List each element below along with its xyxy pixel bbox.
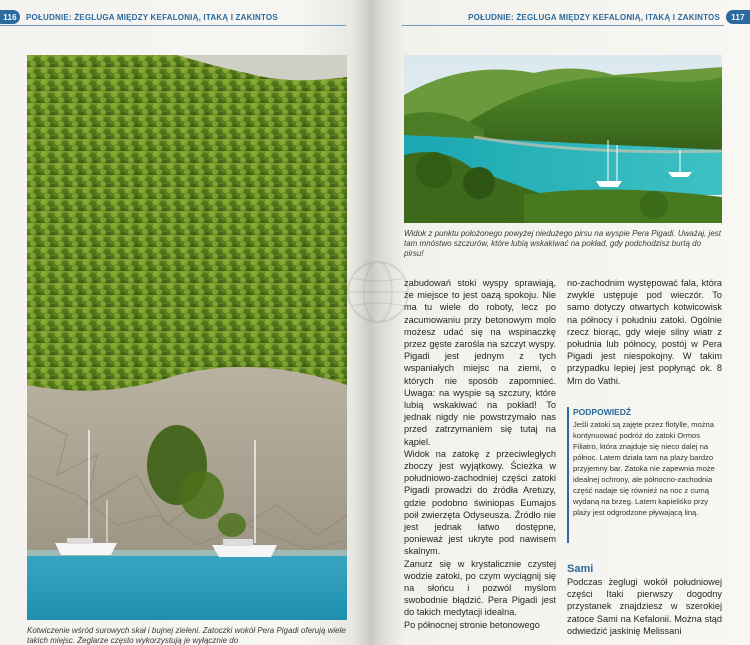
left-running-header: POŁUDNIE: ŻEGLUGA MIĘDZY KEFALONIĄ, ITAKĄ I ZAKINTOS bbox=[26, 12, 278, 22]
right-photo-caption: Widok z punktu położonego powyżej niedużego pirsu na wyspie Pera Pigadi. Uważaj, jest tam mnóstwo szczurów, które lubią wskakiwać na pokład, gdy podchodzisz burtą do pirsu! bbox=[404, 229, 721, 258]
right-header-rule bbox=[402, 25, 724, 26]
right-page-number: 117 bbox=[726, 10, 750, 24]
col1-paragraph-2: Widok na zatokę z przeciwległych zboczy jest wyjątkowy. Ścieżka w południowo-zachodniej części zatoki Pigadi prowadzi do źródła Aretuzy, gdzie podobno świniopas Eumajos poił zwierzęta Odyseusza. Źródło nie jest jednak łatwo dostępne, ponieważ jest ukryte pod nawisem skalnym. bbox=[404, 448, 556, 557]
globe-watermark-icon bbox=[344, 258, 412, 326]
col1-paragraph-4: Po północnej stronie betonowego bbox=[404, 619, 540, 630]
body-column-1 bbox=[404, 277, 556, 631]
tip-box-bar bbox=[567, 407, 569, 543]
tip-box-title: PODPOWIEDŹ bbox=[573, 407, 632, 417]
left-photo-caption: Kotwiczenie wśród surowych skał i bujnej zieleni. Zatoczki wokół Pera Pigadi oferują wiele takich miejsc. Żeglarze często wykorzystują je wyłącznie do bbox=[27, 626, 346, 645]
section-body bbox=[567, 576, 722, 637]
col1-paragraph-3: Zanurz się w krystalicznie czystej wodzie zatoki, po czym wyciągnij się na słońcu i pozwól myślom swobodnie błądzić. Pera Pigadi jest do takich medytacji idealna. bbox=[404, 558, 556, 618]
cliff-anchorage-photo bbox=[27, 55, 347, 620]
section-paragraph: Podczas żeglugi wokół południowej części Itaki pierwszy dogodny przystanek znajdziesz w szerokiej zatoce Sami na Kefalonii. Można stąd odwiedzić jaskinię Melissani bbox=[567, 577, 722, 636]
left-page-header bbox=[0, 10, 350, 24]
col2-paragraph-1: no-zachodnim występować fala, która zwykle ustępuje pod wieczór. To samo dotyczy otwartych kotwicowisk na północy i południu zatoki. Ogólnie rzecz biorąc, gdy wieje silny wiatr z południa lub północy, postój w Pera Pigadi jest niespokojny. W takim przypadku lepiej jest popłynąć ok. 8 Mm do Vathi. bbox=[567, 278, 722, 386]
bay-view-photo bbox=[404, 55, 722, 223]
tip-box-text: Jeśli zatoki są zajęte przez flotylle, można kontynuować podróż do zatoki Ormos Filiatro, która znajduje się nieco dalej na północ. Latem działa tam na plaży bardzo przyjemny bar. Zatoka nie zapewnia może idealnej ochrony, ale północno-zachodnia część nadaje się również na noc z cumą wydaną na brzeg. Latem kapieliśko przy plaży jest odgrodzone pływającą liną. bbox=[573, 420, 715, 517]
left-header-rule bbox=[0, 25, 346, 26]
section-title: Sami bbox=[567, 563, 594, 575]
col1-paragraph-1: zabudowań stoki wyspy sprawiają, że miejsce to jest oazą spokoju. Nie ma tu wiele do roboty, lecz po zacumowaniu przy betonowym molo możesz udać się na wspinaczkę przez gęste zarośla na szczyt wyspy. Pigadi jest jednym z tych wspaniałych miejsc na ziemi, o których nie sposób zapomnieć. Uwaga: na wyspie są szczury, które lubią wskakiwać na pokład! To jednak nigdy nie powstrzymało nas przed zatrzymaniem się tutaj na kąpiel. bbox=[404, 278, 556, 447]
left-page-number: 116 bbox=[0, 10, 20, 24]
right-running-header: POŁUDNIE: ŻEGLUGA MIĘDZY KEFALONIĄ, ITAKĄ I ZAKINTOS bbox=[468, 12, 720, 22]
right-page-header bbox=[398, 10, 750, 24]
body-column-2 bbox=[567, 277, 722, 387]
